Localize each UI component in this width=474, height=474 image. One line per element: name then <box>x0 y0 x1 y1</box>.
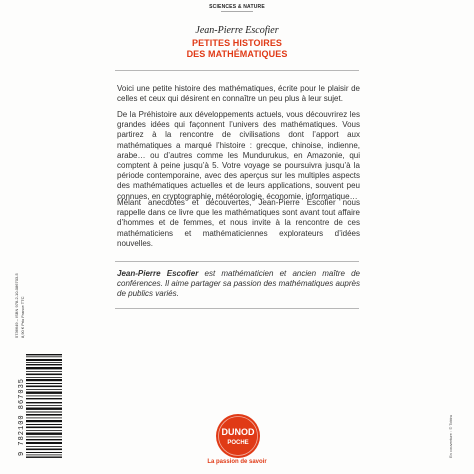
series-underline <box>221 11 253 12</box>
book-title-line-1: PETITES HISTOIRES <box>191 38 283 48</box>
middle-divider <box>115 261 359 262</box>
isbn-line-1: 5736649 – ISBN 978-2-10-086703-5 <box>14 273 19 338</box>
bio-text: est mathématicien et ancien maître de conférences. Il aime partager sa passion des mathématiques auprès de publics variés. <box>117 269 360 299</box>
blurb-paragraph-3: Mêlant anecdotes et découvertes, Jean-Pierre Escofier nous rappelle dans ce livre que les mathématiques sont avant tout affaire d’hommes et de femmes, et nous invite à la rencontre de ces mathématiciens et mathématiciennes explorateurs d’idées nouvelles. <box>117 198 360 248</box>
cover-credit: En couverture : © Toktru <box>448 414 453 458</box>
dunod-poche-logo <box>215 413 261 459</box>
book-title-line-2: DES MATHÉMATIQUES <box>186 49 288 59</box>
top-divider <box>115 70 359 71</box>
isbn-block <box>14 262 64 338</box>
author-name: Jean-Pierre Escofier <box>195 25 279 36</box>
price-line: 8,90 € Prix France TTC <box>20 296 25 338</box>
blurb-paragraph-2: De la Préhistoire aux développements actuels, vous découvrirez les grandes idées qui façonnent l’univers des mathématiques. Vous partirez à la rencontre de civilisations dont l’apport aux mathématiques a marqué l’histoire : grecque, chinoise, indienne, arabe… ou d’autres comme les Mundurukus, en Amazonie, qui comptent à peine jusqu’à 5. Votre voyage se poursuivra jusqu’à la période contemporaine, avec des aperçus sur les multiples aspects des mathématiques actuelles et de leurs applications, souvent peu connues, en cryptographie, météorologie, économie, informatique… <box>117 110 360 201</box>
logo-text-dunod: DUNOD <box>221 427 255 437</box>
bottom-divider <box>115 308 359 309</box>
barcode-bars <box>26 354 62 458</box>
blurb-paragraph-1: Voici une petite histoire des mathématiques, écrite pour le plaisir de celles et ceux qui désirent en connaître un peu plus à leur sujet. <box>117 84 360 104</box>
author-bio <box>117 269 360 300</box>
publisher-tagline: La passion de savoir <box>207 459 267 465</box>
barcode <box>12 354 66 458</box>
logo-text-poche: POCHE <box>227 440 249 446</box>
bio-author-name: Jean-Pierre Escofier <box>117 269 199 278</box>
series-label: SCIENCES & NATURE <box>209 4 265 10</box>
barcode-digits: 9 782100 867035 <box>18 377 26 456</box>
